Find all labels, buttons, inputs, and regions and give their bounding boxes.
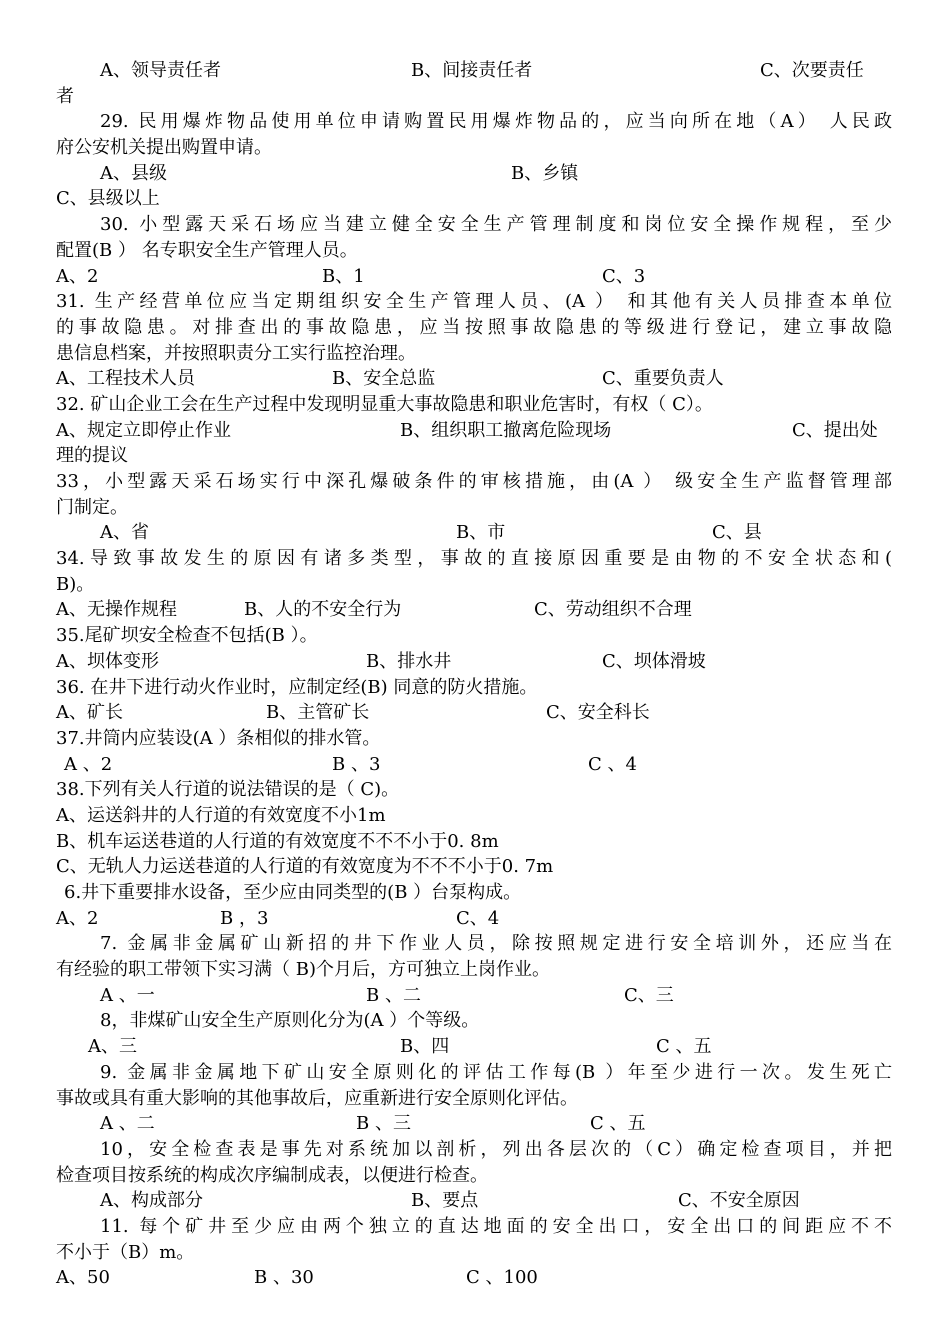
text-line-l13	[56, 366, 892, 392]
paragraph-text: 7. 金属非金属矿山新招的井下作业人员，除按照规定进行安全培训外，还应当在	[100, 933, 892, 955]
option-text: B、排水井	[366, 650, 452, 672]
text-line-l8	[56, 238, 892, 264]
text-line-l34	[56, 906, 892, 932]
line-text: 者	[56, 85, 74, 107]
option-text: C 、五	[590, 1113, 646, 1135]
text-line-l15	[56, 418, 892, 444]
option-text: A、2	[56, 907, 99, 929]
option-text: C、重要负责人	[602, 368, 724, 390]
option-text: A、工程技术人员	[56, 368, 195, 390]
text-line-l12	[56, 341, 892, 367]
line-text: 有经验的职工带领下实习满（ B)个月后，方可独立上岗作业。	[56, 959, 550, 981]
option-text: A、规定立即停止作业	[56, 419, 231, 441]
text-line-l38	[56, 1008, 892, 1034]
text-line-l28	[56, 752, 892, 778]
option-text: B、组织职工撤离危险现场	[400, 419, 612, 441]
line-text: 不小于（B）m。	[56, 1241, 195, 1263]
line-text: C、县级以上	[56, 188, 160, 210]
text-line-l40	[56, 1060, 892, 1086]
line-text: 检查项目按系统的构成次序编制成表，以便进行检查。	[56, 1164, 488, 1186]
option-text: B、四	[400, 1036, 450, 1058]
option-text: C、4	[456, 907, 500, 929]
line-text: 府公安机关提出购置申请。	[56, 137, 272, 159]
option-text: C、提出处	[792, 419, 878, 441]
text-line-l14	[56, 392, 892, 418]
option-text: A、县级	[100, 162, 167, 184]
text-line-l19	[56, 520, 892, 546]
line-text: B)。	[56, 573, 95, 595]
text-line-l21	[56, 572, 892, 598]
paragraph-text: 29. 民用爆炸物品使用单位申请购置民用爆炸物品的，应当向所在地（A） 人民政	[100, 111, 892, 133]
line-text: C、无轨人力运送巷道的人行道的有效宽度为不不不小于0. 7m	[56, 856, 554, 878]
text-line-l11	[56, 315, 892, 341]
text-line-l25	[56, 675, 892, 701]
line-text: B、机车运送巷道的人行道的有效宽度不不不小于0. 8m	[56, 830, 499, 852]
text-line-l20	[56, 546, 892, 572]
text-line-l23	[56, 623, 892, 649]
text-line-l42	[56, 1111, 892, 1137]
option-text: C、劳动组织不合理	[534, 599, 692, 621]
option-text: A 、一	[100, 984, 155, 1006]
document-page	[56, 58, 892, 1291]
line-text: 35.尾矿坝安全检查不包括(B ）。	[56, 625, 318, 647]
text-line-l7	[56, 212, 892, 238]
option-text: B、要点	[411, 1190, 479, 1212]
line-text: 事故或具有重大影响的其他事故后，应重新进行安全原则化评估。	[56, 1087, 578, 1109]
option-text: A、2	[56, 265, 99, 287]
text-line-l27	[56, 726, 892, 752]
option-text: B、1	[322, 265, 365, 287]
option-text: B 、30	[254, 1267, 314, 1289]
paragraph-text: 的事故隐患。对排查出的事故隐患，应当按照事故隐患的等级进行登记，建立事故隐	[56, 316, 892, 338]
option-text: C、坝体滑坡	[602, 650, 706, 672]
paragraph-text: 34.导致事故发生的原因有诸多类型，事故的直接原因重要是由物的不安全状态和(	[56, 548, 892, 570]
text-line-l26	[56, 700, 892, 726]
text-line-l36	[56, 957, 892, 983]
text-line-l31	[56, 829, 892, 855]
paragraph-text: 30. 小型露天采石场应当建立健全安全生产管理制度和岗位安全操作规程，至少	[100, 214, 892, 236]
option-text: A、领导责任者	[100, 60, 221, 81]
text-line-l9	[56, 264, 892, 290]
option-text: A、构成部分	[100, 1190, 203, 1212]
text-line-l48	[56, 1265, 892, 1291]
text-line-l16	[56, 443, 892, 469]
option-text: B、主管矿长	[266, 702, 370, 724]
paragraph-text: 33，小型露天采石场实行中深孔爆破条件的审核措施，由(A ） 级安全生产监督管理部	[56, 471, 892, 492]
line-text: 32. 矿山企业工会在生产过程中发现明显重大事故隐患和职业危害时，有权（ C）。	[56, 393, 713, 415]
option-text: A、50	[56, 1267, 110, 1289]
text-line-l44	[56, 1163, 892, 1189]
text-line-l35	[56, 931, 892, 957]
option-text: C 、100	[466, 1267, 538, 1289]
option-text: C 、五	[656, 1036, 712, 1058]
line-text: 配置(B ） 名专职安全生产管理人员。	[56, 239, 358, 261]
text-line-l3	[56, 109, 892, 135]
option-text: B、人的不安全行为	[244, 599, 402, 621]
option-text: A、坝体变形	[56, 650, 159, 672]
text-line-l32	[56, 854, 892, 880]
text-line-l4	[56, 135, 892, 161]
paragraph-text: 9. 金属非金属地下矿山安全原则化的评估工作每(B ）年至少进行一次。发生死亡	[100, 1061, 892, 1083]
option-text: C、安全科长	[546, 702, 650, 724]
line-text: 36. 在井下进行动火作业时，应制定经(B) 同意的防火措施。	[56, 676, 538, 698]
text-line-l33	[56, 880, 892, 906]
text-line-l18	[56, 495, 892, 521]
option-text: A、无操作规程	[56, 599, 177, 621]
text-line-l45	[56, 1188, 892, 1214]
line-text: 患信息档案，并按照职责分工实行监控治理。	[56, 342, 416, 364]
line-text: 6.井下重要排水设备，至少应由同类型的(B ）台泵构成。	[64, 882, 522, 903]
text-line-l5	[56, 161, 892, 187]
line-text: 理的提议	[56, 445, 128, 467]
option-text: B、安全总监	[332, 368, 436, 390]
text-line-l39	[56, 1034, 892, 1060]
paragraph-text: 31. 生产经营单位应当定期组织安全生产管理人员、(A ） 和其他有关人员排查本单位	[56, 291, 892, 313]
text-line-l41	[56, 1086, 892, 1112]
option-text: B 、三	[356, 1113, 411, 1135]
text-line-l22	[56, 597, 892, 623]
option-text: A 、二	[100, 1113, 155, 1135]
paragraph-text: 11. 每个矿井至少应由两个独立的直达地面的安全出口，安全出口的间距应不不	[100, 1215, 892, 1237]
option-text: B、市	[456, 522, 506, 544]
line-text: 8，非煤矿山安全生产原则化分为(A ）个等级。	[100, 1010, 480, 1032]
option-text: B ，3	[220, 907, 269, 929]
option-text: A、矿长	[56, 702, 123, 724]
option-text: B 、二	[366, 984, 421, 1006]
line-text: A、运送斜井的人行道的有效宽度不小1m	[56, 804, 386, 826]
option-text: C、县	[712, 522, 762, 544]
text-line-l29	[56, 777, 892, 803]
text-line-l17	[56, 469, 892, 495]
text-line-l10	[56, 289, 892, 315]
text-line-l43	[56, 1137, 892, 1163]
option-text: C 、4	[588, 753, 637, 775]
option-text: A 、2	[64, 753, 113, 775]
line-text: 37.井筒内应装设(A ）条相似的排水管。	[56, 727, 381, 749]
line-text: 38.下列有关人行道的说法错误的是（ C)。	[56, 779, 400, 801]
text-line-l37	[56, 983, 892, 1009]
text-line-l24	[56, 649, 892, 675]
option-text: B、间接责任者	[411, 60, 533, 81]
option-text: A、三	[88, 1036, 137, 1058]
paragraph-text: 10，安全检查表是事先对系统加以剖析，列出各层次的（C）确定检查项目，并把	[100, 1138, 892, 1160]
text-line-l47	[56, 1240, 892, 1266]
text-line-l1	[56, 58, 892, 84]
option-text: C、3	[602, 265, 646, 287]
text-line-l2	[56, 84, 892, 110]
option-text: B、乡镇	[511, 162, 579, 184]
text-line-l30	[56, 803, 892, 829]
text-line-l46	[56, 1214, 892, 1240]
text-line-l6	[56, 186, 892, 212]
option-text: B 、3	[332, 753, 381, 775]
option-text: A、省	[100, 522, 149, 544]
option-text: C、不安全原因	[678, 1190, 800, 1212]
option-text: C、次要责任	[760, 60, 864, 81]
option-text: C、三	[624, 984, 674, 1006]
line-text: 门制定。	[56, 496, 128, 518]
